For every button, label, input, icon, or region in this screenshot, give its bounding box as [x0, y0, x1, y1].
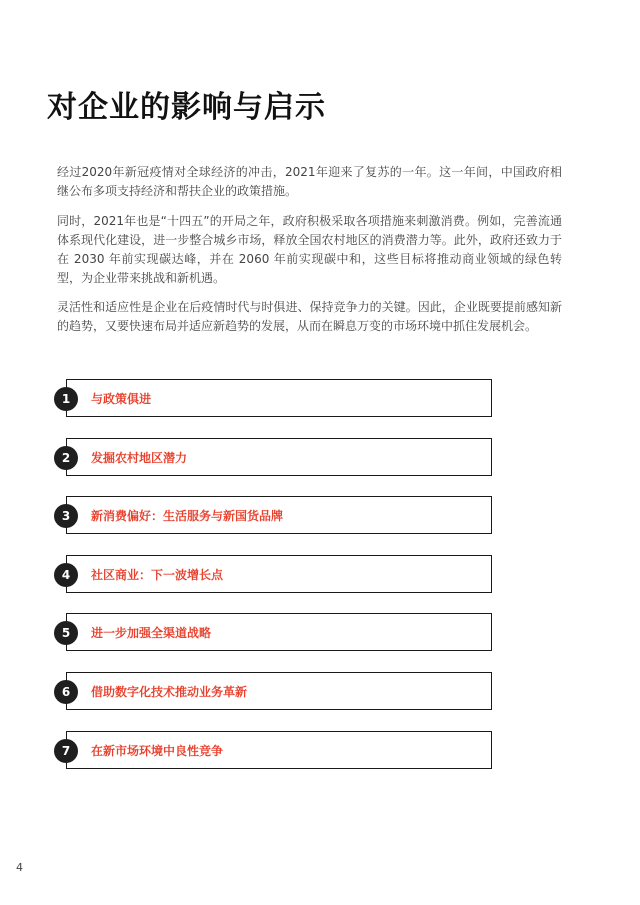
- takeaway-label: 进一步加强全渠道战略: [91, 626, 212, 641]
- number-badge: 5: [54, 621, 78, 645]
- takeaway-item: [54, 555, 492, 595]
- takeaway-label: 发掘农村地区潜力: [91, 450, 188, 465]
- takeaway-label: 与政策俱进: [91, 392, 152, 406]
- number-badge: 7: [54, 739, 78, 763]
- takeaway-label: 在新市场环境中良性竞争: [91, 743, 224, 758]
- paragraph-adaptability: 灵活性和适应性是企业在后疫情时代与时俱进、保持竞争力的关键。因此，企业既要提前感知新的趋势，又要快速布局并适应新趋势的发展，从而在瞬息万变的市场环境中抓住发展机会。: [57, 300, 562, 333]
- paragraph-intro: 经过2020年新冠疫情对全球经济的冲击，2021年迎来了复苏的一年。这一年间，中国政府相继公布多项支持经济和帮扶企业的政策措施。: [57, 165, 562, 198]
- number-badge: 1: [54, 387, 78, 411]
- takeaway-label: 借助数字化技术推动业务革新: [91, 684, 248, 699]
- takeaway-item: [54, 496, 492, 536]
- takeaway-item: [54, 613, 492, 653]
- number-badge: 6: [54, 680, 78, 704]
- takeaway-item: [54, 672, 492, 712]
- number-badge: 4: [54, 563, 78, 587]
- page-title: 对企业的影响与启示: [47, 90, 326, 125]
- takeaway-item: [54, 438, 492, 478]
- takeaway-label: 社区商业：下一波增长点: [91, 567, 224, 582]
- takeaway-list: [54, 379, 492, 789]
- takeaway-item: [54, 379, 492, 419]
- number-badge: 2: [54, 446, 78, 470]
- takeaway-item: [54, 731, 492, 771]
- paragraph-policy: 同时，2021年也是“十四五”的开局之年，政府积极采取各项措施来刺激消费。例如，完善流通体系现代化建设，进一步整合城乡市场，释放全国农村地区的消费潜力等。此外，政府还致力于在 2030 年前实现碳达峰，并在 2060 年前实现碳中和，这些目标将推动商业领域的绿色转型，为企业带来挑战和新机遇。: [57, 214, 562, 285]
- takeaway-label: 新消费偏好：生活服务与新国货品牌: [91, 509, 284, 524]
- page-number: 4: [16, 861, 23, 874]
- number-badge: 3: [54, 504, 78, 528]
